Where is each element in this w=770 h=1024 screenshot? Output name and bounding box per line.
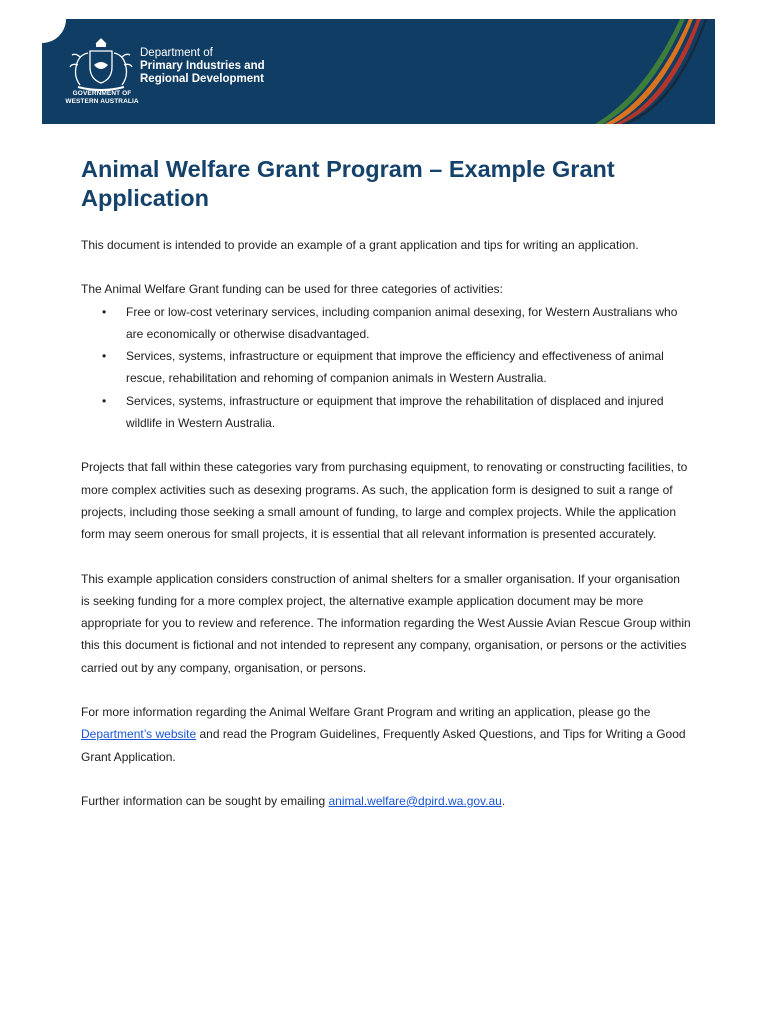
- further-info-paragraph: [81, 790, 691, 812]
- page-title: Animal Welfare Grant Program – Example Grant Application: [81, 156, 615, 211]
- list-item: • Services, systems, infrastructure or equipment that improve the rehabilitation of displaced and injured wildlife in Western Australia.: [81, 390, 691, 435]
- gov-line-2: WESTERN AUSTRALIA: [65, 98, 139, 105]
- gov-wa-label: [62, 90, 142, 106]
- more-info-text-end: and read the Program Guidelines, Frequently Asked Questions, and Tips for Writing a Good Grant Application.: [81, 727, 686, 764]
- dept-line-3: Regional Development: [140, 73, 264, 85]
- intro-paragraph: This document is intended to provide an example of a grant application and tips for writing an application.: [81, 238, 639, 252]
- dept-line-2: Primary Industries and: [140, 60, 265, 72]
- document-body: [81, 234, 691, 834]
- further-info-text: Further information can be sought by emailing: [81, 793, 329, 808]
- further-info-period: .: [501, 793, 506, 808]
- email-link[interactable]: animal.welfare@dpird.wa.gov.au: [328, 793, 502, 808]
- banner-corner: [42, 19, 66, 43]
- list-item: • Services, systems, infrastructure or equipment that improve the efficiency and effectiveness of animal rescue, rehabilitation and rehoming of companion animals in Western Australia.: [81, 345, 691, 390]
- department-website-link[interactable]: Department’s website: [81, 727, 197, 742]
- more-info-text-start: For more information regarding the Animal Welfare Grant Program and writing an application, please go the: [81, 705, 651, 720]
- header-banner: [42, 19, 715, 124]
- more-info-paragraph: [81, 701, 691, 768]
- wa-coat-of-arms-icon: [66, 37, 136, 95]
- decorative-stripes: [515, 19, 715, 124]
- department-name: [140, 47, 265, 86]
- dept-line-1: Department of: [140, 47, 213, 59]
- categories-intro: The Animal Welfare Grant funding can be used for three categories of activities:: [81, 282, 504, 297]
- example-paragraph: This example application considers construction of animal shelters for a smaller organisation. If your organisation is seeking funding for a more complex project, the alternative example application document may be more appropriate for you to review and reference. The information regarding the West Aussie Avian Rescue Group within this this document is fictional and not intended to represent any company, organisation, or persons or the activities carried out by any company, organisation, or persons.: [81, 571, 691, 675]
- list-item: • Free or low-cost veterinary services, including companion animal desexing, for Western Australians who are economically or otherwise disadvantaged.: [81, 301, 691, 346]
- categories-list: [81, 301, 691, 435]
- projects-paragraph: Projects that fall within these categories vary from purchasing equipment, to renovating or constructing facilities, to more complex activities such as desexing programs. As such, the application form is designed to suit a range of projects, including those seeking a small amount of funding, to large and complex projects. While the application form may seem onerous for small projects, it is essential that all relevant information is presented accurately.: [81, 460, 688, 542]
- gov-line-1: GOVERNMENT OF: [72, 90, 132, 97]
